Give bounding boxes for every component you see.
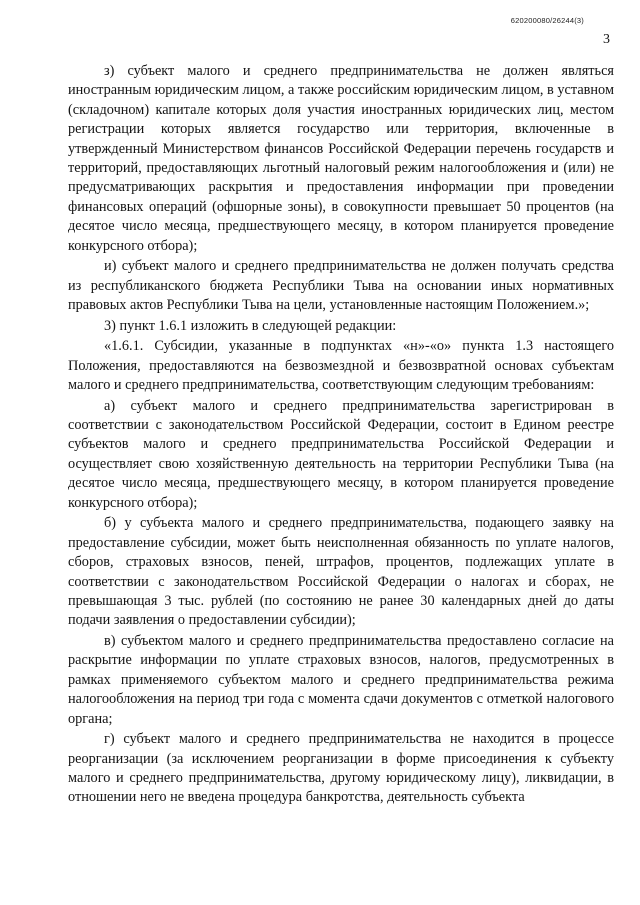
paragraph-b: б) у субъекта малого и среднего предпринимательства, подающего заявку на предоставление субсидии, может быть неисполненная обязанность по уплате налогов, сборов, страховых взносов, пеней, штрафов, процентов, подлежащих уплате в соответствии с законодательством Российской Федерации о налогах и сборах, не превышающая 3 тыс. рублей (по состоянию не ранее 30 календарных дней до даты подачи заявления о предоставлении субсидии); [68,515,614,629]
paragraph-g: г) субъект малого и среднего предпринимательства не находится в процессе реорганизации (за исключением реорганизации в форме присоединения к субъекту малого и среднего предпринимательства, другому юридическому лицу), ликвидации, в отношении него не введена процедура банкротства, деятельность субъекта [68,731,614,806]
page-number: 3 [603,32,610,47]
paragraph-3: 3) пункт 1.6.1 изложить в следующей редакции: [104,317,397,334]
paragraph-v: в) субъектом малого и среднего предпринимательства предоставлено согласие на раскрытие информации по уплате страховых взносов, налогов, предусмотренных в рамках применяемого субъектом малого и среднего предпринимательства режима налогообложения на период три года с момента сдачи документов с отметкой налогового органа; [68,632,614,727]
document-code: 620200080/26244(3) [510,16,584,25]
paragraph-z: з) субъект малого и среднего предпринимательства не должен являться иностранным юридическим лицом, а также российским юридическим лицом, в уставном (складочном) капитале которых доля участия иностранных юридических лиц, местом регистрации которых является государство или территория, включенные в утвержденный Министерством финансов Российской Федерации перечень государств и территорий, предоставляющих льготный налоговый режим налогообложения и (или) не предусматривающих раскрытия и предоставления информации при проведении финансовых операций (офшорные зоны), в совокупности превышает 50 процентов (на десятое число месяца, предшествующего месяцу, в котором планируется проведение конкурсного отбора); [68,63,614,254]
body-text [68,62,614,809]
paragraph-a: а) субъект малого и среднего предпринимательства зарегистрирован в соответствии с законодательством Российской Федерации, состоит в Едином реестре субъектов малого и среднего предпринимательства Российской Федерации и осуществляет свою хозяйственную деятельность на территории Республики Тыва (на десятое число месяца, предшествующего месяцу, в котором планируется проведение конкурсного отбора); [68,397,614,511]
paragraph-i: и) субъект малого и среднего предпринимательства не должен получать средства из республиканского бюджета Республики Тыва на основании иных нормативных правовых актов Республики Тыва на цели, установленные настоящим Положением.»; [68,258,614,314]
paragraph-1-6-1: «1.6.1. Субсидии, указанные в подпунктах «н»-«о» пункта 1.3 настоящего Положения, предоставляются на безвозмездной и безвозвратной основах субъектам малого и среднего предпринимательства, соответствующим следующим требованиям: [68,338,614,394]
